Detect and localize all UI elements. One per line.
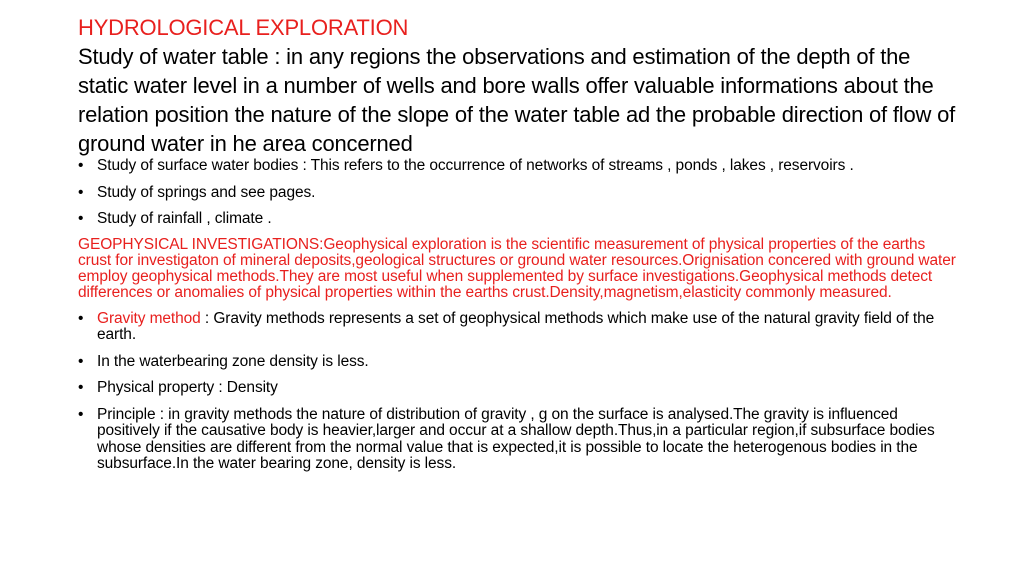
geophysical-investigations-paragraph: GEOPHYSICAL INVESTIGATIONS:Geophysical exploration is the scientific measurement of physical properties of the earths crust for investigaton of mineral deposits,geological structures or ground water resources.Orignisation concered with ground water employ geophysical methods.They are most useful when supplemented by surface investigations.Geophysical methods detect differences or anomalies of physical properties within the earths crust.Density,magnetism,elasticity commonly measured.: [78, 235, 956, 301]
gravity-method-text: : Gravity methods represents a set of geophysical methods which make use of the natural gravity field of the earth.: [97, 309, 935, 343]
bullet-gravity-method: [78, 311, 958, 344]
bullet-springs: • Study of springs and see pages.: [78, 185, 958, 202]
bullet-surface-water: • Study of surface water bodies : This refers to the occurrence of networks of streams , ponds , lakes , reservoirs .: [78, 158, 958, 175]
slide-title: HYDROLOGICAL EXPLORATION: [78, 15, 409, 40]
bullet-list-1: [78, 158, 958, 228]
gravity-method-term: Gravity method: [97, 309, 201, 327]
bullet-rainfall: • Study of rainfall , climate .: [78, 211, 958, 228]
slide-content: [78, 14, 958, 473]
intro-paragraph: Study of water table : in any regions the observations and estimation of the depth of the static water level in a number of wells and bore walls offer valuable informations about the relation position the nature of the slope of the water table ad the probable direction of flow of ground water in he area concerned: [78, 44, 956, 156]
bullet-physical-property: • Physical property : Density: [78, 380, 958, 397]
bullet-list-2: [78, 311, 958, 473]
bullet-principle: • Principle : in gravity methods the nature of distribution of gravity , g on the surface is analysed.The gravity is influenced positively if the causative body is heavier,larger and occur at a shallow depth.Thus,in a particular region,if subsurface bodies whose densities are different from the normal value that is expected,it is possible to locate the heterogenous bodies in the subsurface.In the water bearing zone, density is less.: [78, 407, 958, 473]
bullet-density-less: • In the waterbearing zone density is less.: [78, 354, 958, 371]
